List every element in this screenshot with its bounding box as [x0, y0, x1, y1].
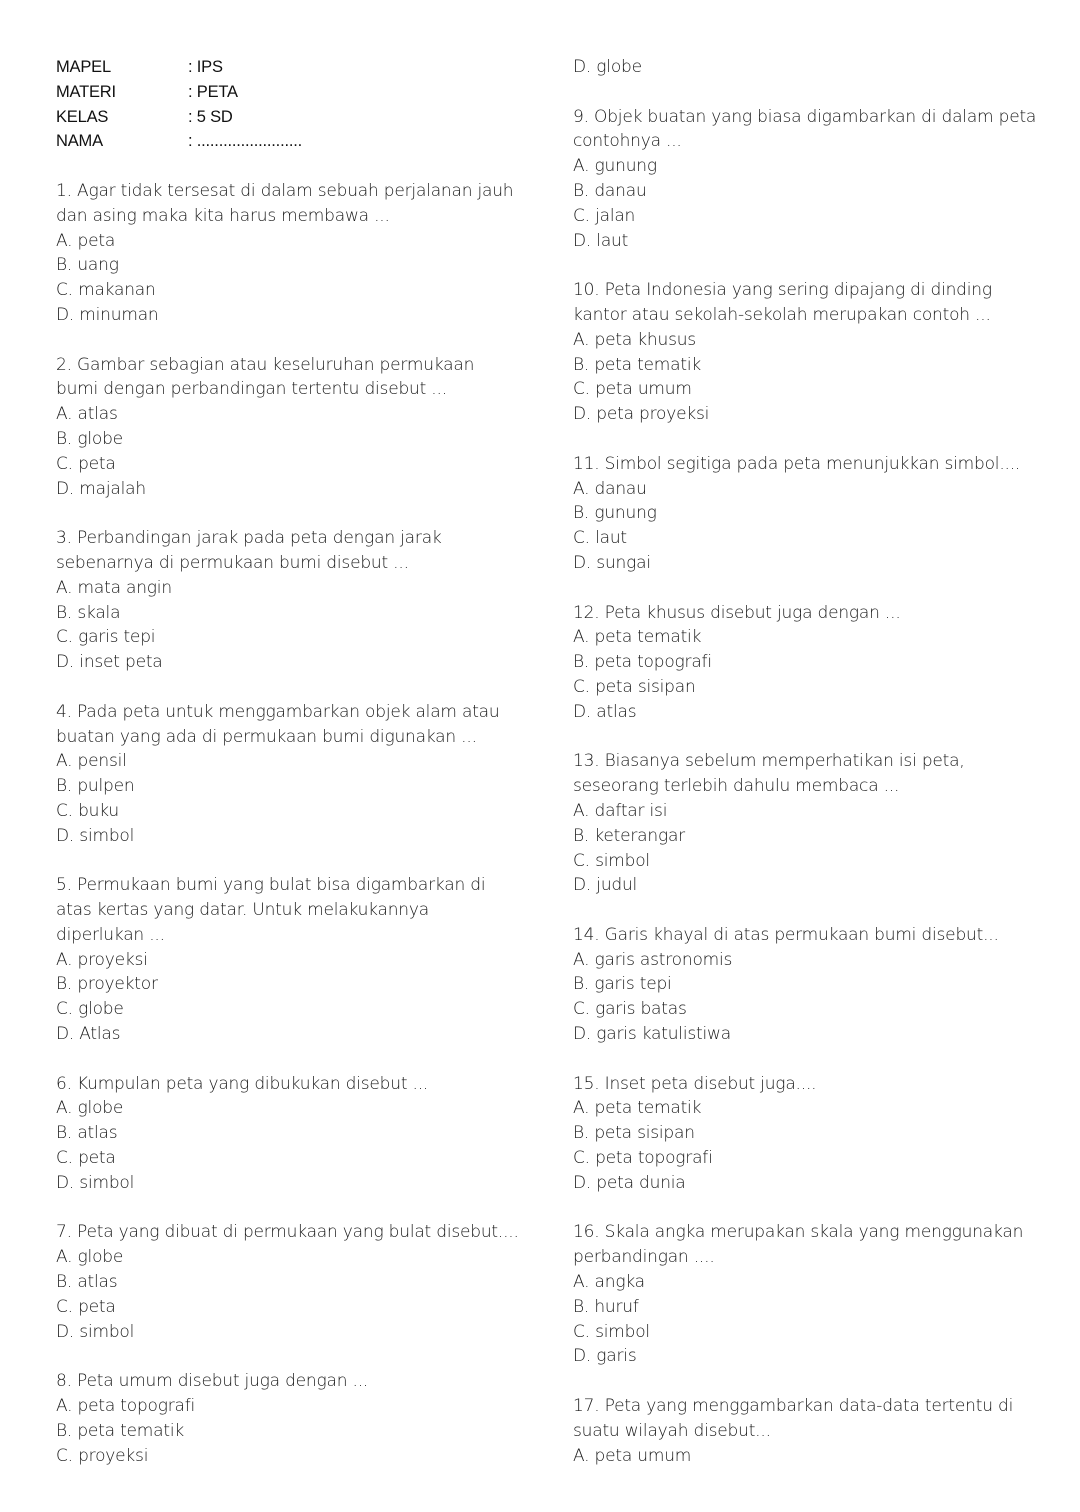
answer-option: C. laut — [573, 528, 627, 549]
answer-option: B. proyektor — [56, 974, 158, 995]
answer-option: B. uang — [56, 255, 119, 276]
question-stem: 16. Skala angka merupakan skala yang menggunakan — [573, 1222, 1024, 1243]
answer-option: C. simbol — [573, 1321, 650, 1342]
spacer — [573, 427, 1043, 452]
answer-option: B. peta tematik — [56, 1420, 185, 1441]
answer-option: B. globe — [56, 428, 123, 449]
answer-option: A. garis astronomis — [573, 949, 733, 970]
question-text: perbandingan .... — [573, 1247, 715, 1268]
header-label: NAMA — [56, 132, 103, 151]
question-stem: 6. Kumpulan peta yang dibukukan disebut ... — [56, 1073, 429, 1094]
answer-option: D. judul — [573, 875, 638, 896]
header-label: MATERI — [56, 82, 116, 101]
spacer — [56, 675, 536, 700]
answer-option: C. buku — [56, 800, 119, 821]
right-column — [573, 55, 1043, 1468]
answer-option: C. globe — [56, 999, 124, 1020]
header-row-subject — [56, 55, 536, 80]
answer-option: C. jalan — [573, 205, 636, 226]
spacer — [56, 328, 536, 353]
answer-option: D. laut — [573, 230, 629, 251]
answer-option: B. atlas — [56, 1272, 118, 1293]
header-block — [56, 55, 536, 179]
spacer — [56, 501, 536, 526]
answer-option: A. peta topografi — [56, 1396, 196, 1417]
answer-option: D. garis katulistiwa — [573, 1024, 731, 1045]
answer-option: A. mata angin — [56, 577, 172, 598]
header-row-name — [56, 129, 536, 154]
spacer — [56, 1047, 536, 1072]
answer-option: B. huruf — [573, 1296, 639, 1317]
question-stem: 13. Biasanya sebelum memperhatikan isi peta, — [573, 751, 965, 772]
answer-option: D. peta proyeksi — [573, 404, 710, 425]
left-column — [56, 55, 536, 1468]
spacer — [56, 1344, 536, 1369]
spacer — [573, 1196, 1043, 1221]
spacer — [573, 1369, 1043, 1394]
answer-option: B. gunung — [573, 503, 657, 524]
spacer — [573, 576, 1043, 601]
answer-option: A. danau — [573, 478, 647, 499]
spacer — [573, 725, 1043, 750]
answer-option: C. peta — [56, 1148, 116, 1169]
answer-option: D. atlas — [573, 701, 637, 722]
spacer — [573, 80, 1043, 105]
answer-option: A. pensil — [56, 751, 127, 772]
spacer — [573, 253, 1043, 278]
question-stem: 17. Peta yang menggambarkan data-data tertentu di — [573, 1396, 1014, 1417]
answer-option: D. peta dunia — [573, 1172, 686, 1193]
answer-option: A. angka — [573, 1272, 645, 1293]
answer-option: C. peta — [56, 453, 116, 474]
answer-option: A. peta umum — [573, 1445, 692, 1466]
answer-option: D. simbol — [56, 825, 135, 846]
question-text: seseorang terlebih dahulu membaca ... — [573, 776, 900, 797]
question-text: sebenarnya di permukaan bumi disebut ... — [56, 552, 409, 573]
question-stem: 1. Agar tidak tersesat di dalam sebuah perjalanan jauh — [56, 180, 514, 201]
question-text: contohnya ... — [573, 131, 682, 152]
answer-option: D. Atlas — [56, 1024, 121, 1045]
name-blank-field[interactable]: : ........................ — [188, 132, 302, 151]
header-value: : IPS — [188, 58, 223, 76]
question-stem: 15. Inset peta disebut juga.... — [573, 1073, 817, 1094]
answer-option: A. peta tematik — [573, 1098, 702, 1119]
answer-option: B. keterangar — [573, 825, 685, 846]
answer-option: D. simbol — [56, 1321, 135, 1342]
answer-option: A. globe — [56, 1247, 124, 1268]
answer-option: C. proyeksi — [56, 1445, 149, 1466]
answer-option: C. garis tepi — [56, 627, 156, 648]
answer-option: A. peta — [56, 230, 116, 251]
answer-option: A. proyeksi — [56, 949, 148, 970]
answer-option: D. minuman — [56, 304, 159, 325]
spacer — [56, 154, 536, 179]
header-row-topic — [56, 80, 536, 105]
answer-option: A. peta khusus — [573, 329, 696, 350]
answer-option: C. peta — [56, 1296, 116, 1317]
question-text: buatan yang ada di permukaan bumi digunakan ... — [56, 726, 477, 747]
spacer — [56, 849, 536, 874]
question-text: dan asing maka kita harus membawa ... — [56, 205, 390, 226]
answer-option: A. peta tematik — [573, 627, 702, 648]
header-label: KELAS — [56, 107, 109, 126]
answer-option: C. simbol — [573, 850, 650, 871]
answer-option: D. globe — [573, 57, 642, 77]
question-stem: 7. Peta yang dibuat di permukaan yang bulat disebut.... — [56, 1222, 519, 1243]
spacer — [56, 1196, 536, 1221]
question-stem: 14. Garis khayal di atas permukaan bumi disebut... — [573, 924, 999, 945]
question-text: kantor atau sekolah-sekolah merupakan contoh ... — [573, 304, 991, 325]
question-text: bumi dengan perbandingan tertentu disebut ... — [56, 379, 447, 400]
question-text: suatu wilayah disebut... — [573, 1420, 771, 1441]
answer-option: D. sungai — [573, 552, 651, 573]
answer-option: A. globe — [56, 1098, 124, 1119]
header-label: MAPEL — [56, 58, 111, 76]
question-stem: 3. Perbandingan jarak pada peta dengan jarak — [56, 528, 442, 549]
question-stem: 12. Peta khusus disebut juga dengan ... — [573, 602, 901, 623]
answer-option: B. peta sisipan — [573, 1123, 695, 1144]
answer-option: D. simbol — [56, 1172, 135, 1193]
answer-option: C. garis batas — [573, 999, 687, 1020]
answer-option: C. peta sisipan — [573, 676, 696, 697]
question-text: atas kertas yang datar. Untuk melakukannya — [56, 900, 429, 921]
answer-option: B. peta topografi — [573, 652, 712, 673]
answer-option: B. pulpen — [56, 776, 135, 797]
spacer — [573, 1047, 1043, 1072]
header-value: : 5 SD — [188, 107, 233, 126]
answer-option: B. peta tematik — [573, 354, 702, 375]
header-row-class — [56, 105, 536, 130]
answer-option: A. daftar isi — [573, 800, 668, 821]
header-value: : PETA — [188, 82, 238, 101]
answer-option: B. danau — [573, 180, 647, 201]
answer-option: A. atlas — [56, 404, 118, 425]
answer-option: B. skala — [56, 602, 121, 623]
question-stem: 10. Peta Indonesia yang sering dipajang di dinding — [573, 280, 992, 301]
answer-option: B. garis tepi — [573, 974, 672, 995]
question-stem: 2. Gambar sebagian atau keseluruhan permukaan — [56, 354, 475, 375]
question-stem: 4. Pada peta untuk menggambarkan objek alam atau — [56, 701, 500, 722]
answer-option: D. inset peta — [56, 652, 163, 673]
question-stem: 11. Simbol segitiga pada peta menunjukkan simbol.... — [573, 453, 1021, 474]
question-text: diperlukan ... — [56, 924, 165, 945]
answer-option: C. makanan — [56, 280, 156, 301]
answer-option: C. peta topografi — [573, 1148, 713, 1169]
answer-option: A. gunung — [573, 156, 657, 177]
question-stem: 9. Objek buatan yang biasa digambarkan di dalam peta — [573, 106, 1037, 127]
spacer — [573, 898, 1043, 923]
answer-option: D. garis — [573, 1346, 637, 1367]
question-stem: 5. Permukaan bumi yang bulat bisa digambarkan di — [56, 875, 486, 896]
answer-option: C. peta umum — [573, 379, 692, 400]
question-stem: 8. Peta umum disebut juga dengan ... — [56, 1371, 369, 1392]
answer-option: D. majalah — [56, 478, 146, 499]
answer-option: B. atlas — [56, 1123, 118, 1144]
